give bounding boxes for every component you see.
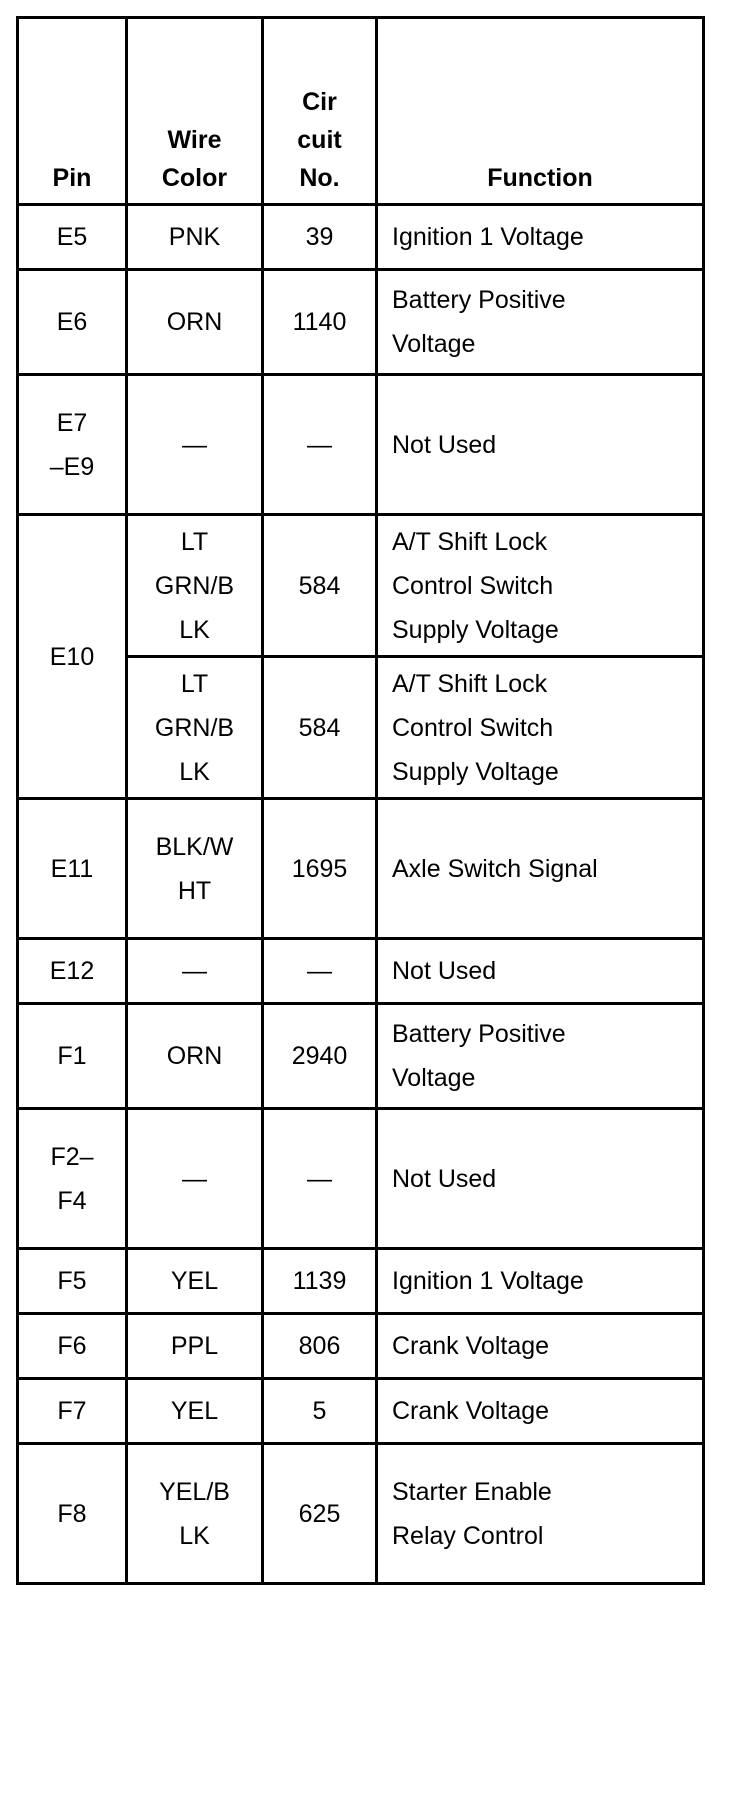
function-cell: Crank Voltage [377, 1379, 704, 1444]
table-row [18, 1444, 704, 1584]
wire-color-cell: ORN [127, 270, 263, 375]
circuit-cell: 806 [263, 1314, 377, 1379]
table-row [18, 1004, 704, 1109]
wire-color-cell: PNK [127, 205, 263, 270]
pin-cell: F5 [18, 1249, 127, 1314]
circuit-cell: 39 [263, 205, 377, 270]
header-wire-color: Wire Color [127, 18, 263, 205]
table-row [18, 1314, 704, 1379]
function-cell: Battery Positive Voltage [377, 1004, 704, 1109]
pin-cell: F6 [18, 1314, 127, 1379]
function-cell: A/T Shift Lock Control Switch Supply Voltage [377, 657, 704, 799]
pin-cell: F2– F4 [18, 1109, 127, 1249]
circuit-cell: 625 [263, 1444, 377, 1584]
pin-cell: E5 [18, 205, 127, 270]
table-row [18, 939, 704, 1004]
table-row [18, 799, 704, 939]
header-pin: Pin [18, 18, 127, 205]
table-row [18, 515, 704, 657]
pin-function-table [16, 16, 705, 1585]
circuit-cell: 1695 [263, 799, 377, 939]
circuit-cell: 1139 [263, 1249, 377, 1314]
wire-color-cell: ORN [127, 1004, 263, 1109]
pin-cell: F1 [18, 1004, 127, 1109]
function-cell: Not Used [377, 1109, 704, 1249]
function-cell: Axle Switch Signal [377, 799, 704, 939]
wire-color-cell: — [127, 939, 263, 1004]
header-circuit-no: Cir cuit No. [263, 18, 377, 205]
pin-cell: E6 [18, 270, 127, 375]
function-cell: Not Used [377, 939, 704, 1004]
function-cell: Starter Enable Relay Control [377, 1444, 704, 1584]
function-cell: Battery Positive Voltage [377, 270, 704, 375]
wire-color-cell: — [127, 375, 263, 515]
header-function: Function [377, 18, 704, 205]
table-row [18, 270, 704, 375]
wire-color-cell: PPL [127, 1314, 263, 1379]
circuit-cell: — [263, 1109, 377, 1249]
circuit-cell: 5 [263, 1379, 377, 1444]
circuit-cell: 2940 [263, 1004, 377, 1109]
function-cell: Not Used [377, 375, 704, 515]
wire-color-cell: YEL/B LK [127, 1444, 263, 1584]
circuit-cell: — [263, 375, 377, 515]
function-cell: Ignition 1 Voltage [377, 1249, 704, 1314]
table-row [18, 205, 704, 270]
circuit-cell: 1140 [263, 270, 377, 375]
table-row [18, 375, 704, 515]
table-header-row [18, 18, 704, 205]
function-cell: A/T Shift Lock Control Switch Supply Voltage [377, 515, 704, 657]
wire-color-cell: LT GRN/B LK [127, 515, 263, 657]
function-cell: Crank Voltage [377, 1314, 704, 1379]
wire-color-cell: YEL [127, 1379, 263, 1444]
pin-cell: E10 [18, 515, 127, 799]
wire-color-cell: BLK/W HT [127, 799, 263, 939]
circuit-cell: — [263, 939, 377, 1004]
circuit-cell: 584 [263, 515, 377, 657]
wire-color-cell: LT GRN/B LK [127, 657, 263, 799]
table-row [18, 1379, 704, 1444]
pin-cell: F7 [18, 1379, 127, 1444]
table-row [18, 1109, 704, 1249]
wire-color-cell: — [127, 1109, 263, 1249]
pin-cell: E12 [18, 939, 127, 1004]
circuit-cell: 584 [263, 657, 377, 799]
pin-cell: E7 –E9 [18, 375, 127, 515]
table-row [18, 1249, 704, 1314]
pin-cell: F8 [18, 1444, 127, 1584]
function-cell: Ignition 1 Voltage [377, 205, 704, 270]
pin-cell: E11 [18, 799, 127, 939]
wire-color-cell: YEL [127, 1249, 263, 1314]
